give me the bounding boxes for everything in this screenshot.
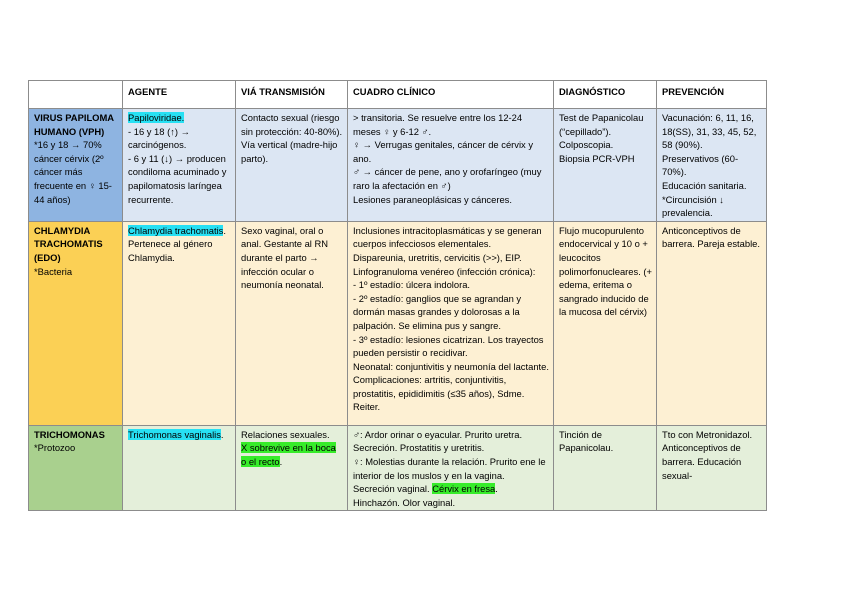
chlamydia-title: CHLAMYDIA TRACHOMATIS xyxy=(34,224,103,250)
chlamydia-cuadro-line: - 3º estadío: lesiones cicatrizan. Los trayectos pueden persistir o recidivar. xyxy=(353,333,544,359)
trichomonas-prevencion-cell: Tto con Metronidazol. Anticonceptivos de barrera. Educación sexual- xyxy=(657,425,767,511)
sti-comparison-table xyxy=(28,80,767,511)
header-row xyxy=(29,81,767,109)
trichomonas-name-cell xyxy=(29,425,123,511)
chlamydia-agente-highlight: Chlamydia trachomatis xyxy=(128,224,224,236)
trichomonas-title: TRICHOMONAS xyxy=(34,428,105,440)
trichomonas-cuadro-line: Secreción. Prostatitis y uretritis. xyxy=(353,442,485,454)
vph-prevencion-line: Educación sanitaria. xyxy=(662,179,747,191)
header-agente: AGENTE xyxy=(123,81,236,109)
chlamydia-agente-text: . Pertenece al género Chlamydia. xyxy=(128,224,226,263)
trichomonas-agente-cell xyxy=(123,425,236,511)
chlamydia-cuadro-line: - 2º estadío: ganglios que se agrandan y dormán masas grandes y dolorosas a la palpación. Se elimina pus y sangre. xyxy=(353,292,522,331)
vph-agente-highlight: Papiloviridae. xyxy=(128,112,185,123)
chlamydia-cuadro-line: Complicaciones: artritis, conjuntivitis, prostatitis, epididimitis (≤35 años), Sdme. Reiter. xyxy=(353,374,525,413)
chlamydia-diagnostico-cell: Flujo mucopurulento endocervical y 10 o + leucocitos polimorfonucleares. (+ edema, eritema o sangrado inducido de la mucosa del cérvix) xyxy=(554,221,657,425)
row-trichomonas xyxy=(29,425,767,511)
chlamydia-name-cell xyxy=(29,221,123,425)
header-via-transmision: VIÁ TRANSMISIÓN xyxy=(236,81,348,109)
trichomonas-cuadro-line: ♀: Molestias durante la relación. Prurito ene le interior de los muslos y en la vagina. xyxy=(353,455,546,481)
trichomonas-secrecion-end: . xyxy=(495,483,498,495)
vph-cuadro-line: ♂ → cáncer de pene, ano y orofaríngeo (muy raro la afectación en ♂) xyxy=(353,166,542,191)
vph-prevencion-line: *Circuncisión ↓ prevalencia. xyxy=(662,193,724,219)
chlamydia-cuadro-cell xyxy=(348,221,554,425)
trichomonas-agente-highlight: Trichomonas vaginalis xyxy=(128,428,221,440)
chlamydia-cuadro-line: Linfogranuloma venéreo (infección crónica): xyxy=(353,265,536,277)
chlamydia-cuadro-line: - 1º estadío: úlcera indolora. xyxy=(353,279,471,291)
vph-agente-cell xyxy=(123,109,236,222)
vph-diagnostico-line: Test de Papanicolau (“cepillado”). xyxy=(559,112,644,137)
header-prevencion: PREVENCIÓN xyxy=(657,81,767,109)
trichomonas-note: *Protozoo xyxy=(34,442,76,454)
row-vph xyxy=(29,109,767,222)
vph-prevencion-cell xyxy=(657,109,767,222)
trichomonas-via-highlight: X sobrevive en la boca o el recto xyxy=(241,442,336,467)
trichomonas-cuadro-line: ♂: Ardor orinar o eyacular. Prurito uretra. xyxy=(353,428,523,440)
chlamydia-via-cell: Sexo vaginal, oral o anal. Gestante al RN durante el parto → infección ocular o neumonía neonatal. xyxy=(236,221,348,425)
vph-via-cell: Contacto sexual (riesgo sin protección: 40-80%). Vía vertical (madre-hijo parto). xyxy=(236,109,348,222)
chlamydia-prevencion-cell: Anticonceptivos de barrera. Pareja estable. xyxy=(657,221,767,425)
vph-cuadro-line: > transitoria. Se resuelve entre los 12-24 meses ♀ y 6-12 ♂. xyxy=(353,112,523,137)
trichomonas-via-period: . xyxy=(279,455,283,467)
header-diagnostico: DIAGNÓSTICO xyxy=(554,81,657,109)
trichomonas-secrecion-text: Secreción vaginal. xyxy=(353,483,433,495)
vph-diagnostico-line: Colposcopia. xyxy=(559,139,614,151)
trichomonas-via-text: Relaciones sexuales. xyxy=(241,428,330,440)
chlamydia-cuadro-line: Inclusiones intracitoplasmáticas y se generan cuerpos infecciosos elementales. xyxy=(353,224,542,250)
vph-cuadro-cell xyxy=(348,109,554,222)
header-cuadro-clinico: CUADRO CLÍNICO xyxy=(348,81,554,109)
vph-cuadro-line: ♀ → Verrugas genitales, cáncer de cérvix y ano. xyxy=(353,139,534,164)
vph-diagnostico-line: Biopsia PCR-VPH xyxy=(559,152,635,164)
row-chlamydia xyxy=(29,221,767,425)
chlamydia-cuadro-line: Dispareunia, uretritis, cervicitis (>>), EIP. xyxy=(353,251,522,263)
chlamydia-note: *Bacteria xyxy=(34,265,73,277)
vph-name-cell xyxy=(29,109,123,222)
header-blank xyxy=(29,81,123,109)
chlamydia-agente-cell xyxy=(123,221,236,425)
trichomonas-cervix-highlight: Cérvix en fresa xyxy=(432,483,496,495)
chlamydia-edo: (EDO) xyxy=(34,251,61,263)
vph-agente-line: - 6 y 11 (↓) → producen condiloma acuminado y papilomatosis laríngea recurrente. xyxy=(128,152,227,205)
vph-prevencion-line: Vacunación: 6, 11, 16, 18(SS), 31, 33, 45, 52, 58 (90%). Preservativos (60-70%). xyxy=(662,112,757,178)
vph-title: VIRUS PAPILOMA HUMANO (VPH) xyxy=(34,112,114,137)
vph-cuadro-line: Lesiones paraneoplásicas y cánceres. xyxy=(353,193,512,205)
trichomonas-diagnostico-cell: Tinción de Papanicolau. xyxy=(554,425,657,511)
chlamydia-cuadro-line: Neonatal: conjuntivitis y neumonía del lactante. xyxy=(353,360,549,372)
vph-diagnostico-cell xyxy=(554,109,657,222)
trichomonas-via-cell xyxy=(236,425,348,511)
vph-agente-line: - 16 y 18 (↑) → carcinógenos. xyxy=(128,125,190,151)
trichomonas-agente-text: . xyxy=(220,428,224,440)
trichomonas-cuadro-cell xyxy=(348,425,554,511)
vph-note: *16 y 18 → 70% cáncer cérvix (2º cáncer más frecuente en ♀ 15-44 años) xyxy=(34,139,112,205)
trichomonas-cuadro-line: Hinchazón. Olor vaginal. xyxy=(353,496,456,508)
